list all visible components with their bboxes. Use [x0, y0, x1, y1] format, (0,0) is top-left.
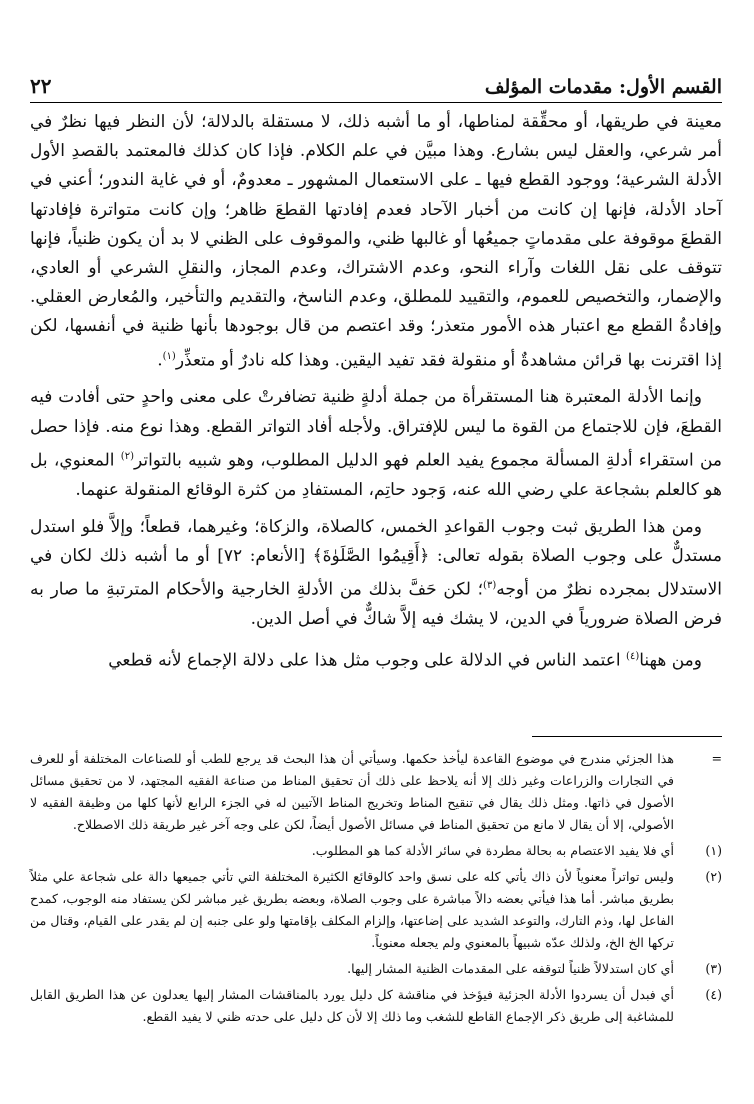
- paragraph: [30, 513, 722, 634]
- footnote-ref: (٣): [483, 580, 497, 592]
- paragraph: معينة في طريقها، أو محقِّقة لمناطها، أو ما أشبه ذلك، لا مستقلة بالدلالة؛ لأن النظر فيها نظرٌ في أمر شرعي، والعقل ليس بشارع. وهذا مبيَّن في علم الكلام. فإذا كان كذلك فالمعتمد بالقصدِ الأول الأدلة الشرعية؛ ووجود القطع فيها ـ على الاستعمال المشهور ـ معدومٌ، أو في غاية الندور؛ أعني في آحاد الأدلة، فإنها إن كانت من أخبار الآحاد فعدم إفادتها القطعَ ظاهر؛ وإن كانت متواترة فإفادتها القطعَ موقوفة على مقدماتٍ جميعُها أو غالبها ظني، والموقوف على الظني لا بد أن يكون ظنياً، فإنها تتوقف على نقل اللغات وآراء النحو، وعدم الاشتراك، وعدم المجاز، والنقلِ الشرعي أو العادي، والإضمار، والتخصيص للعموم، والتقييد للمطلق، وعدم الناسخ، والتقديم والتأخير، والمُعارض العقلي. وإفادةُ القطع مع اعتبار هذه الأمور متعذر؛ وقد اعتصم من قال بوجودها بأنها ظنية في أنفسها، لكن إذا اقترنت بها قرائن مشاهدةٌ أو منقولة فقد تفيد اليقين. وهذا كله نادرٌ أو متعذِّر$^{(١)}$.: [30, 112, 722, 371]
- footnote-ref: (١): [162, 350, 176, 362]
- footnote-number: (٤): [705, 987, 722, 1002]
- footnote-text: هذا الجزئي مندرج في موضوع القاعدة ليأخذ حكمها. وسيأتي أن هذا البحث قد يرجع للطب أو للصناعات المختلفة أو للعرف في التجارات والزراعات وغير ذلك إلا أنه يلاحظ على ذلك أن تحقيق المناط من صناعة الفقيه المجتهد، لا من تحقيق مسائل الأصول في ذاتها. ومثل ذلك يقال في تنقيح المناط وتخريج المناط الآتيين له في الجزء الرابع لأنها كلها من وظيفة الفقيه لا الأصولي، إلا أن يقال لا مانع من تحقيق المناط في مسائل الأصول أيضاً، لكن على وجه آخر غير طريقة ذلك الاصطلاح.: [30, 751, 674, 832]
- footnote: [30, 866, 722, 954]
- footnote: [30, 958, 722, 980]
- paragraph-text: وإنما الأدلة المعتبرة هنا المستقرأة من جملة أدلةٍ ظنية تضافرتْ على معنى واحدٍ حتى أفادت فيه القطعَ، فإن للاجتماع من القوة ما ليس للإفتراق. ولأجله أفاد التواتر القطع. وهذا نوع منه. فإذا حصل من استقراء أدلةِ المسألة مجموع يفيد العلم فهو الدليل المطلوب، وهو شبيه بالتواتر: [30, 387, 722, 471]
- paragraph-text: ومن هذا الطريق ثبت وجوب القواعدِ الخمس، كالصلاة، والزكاة؛ وغيرهما، قطعاً؛ وإلاَّ فلو استدل مستدلٌّ على وجوب الصلاة بقوله تعالى: ﴿أَقِيمُوا الصَّلَوٰةَ﴾ [الأنعام: ٧٢] أو ما أشبه ذلك لكان في الاستدلال بمجرده نظرٌ من أوجه: [30, 516, 722, 601]
- paragraph-text: ومن ههنا: [639, 651, 702, 672]
- footnote-text: أي فبدل أن يسردوا الأدلة الجزئية فيؤخذ في مناقشة كل دليل يورد بالمناقشات المشار إليها يعدلون عن هذا الطريق القابل للمشاغبة إلى طريق ذكر الإجماع القاطع للشغب وما ذلك إلا لأن كل دليل على حدته ظني لا يفيد القطع.: [30, 987, 674, 1024]
- footnote-number: (٢): [705, 869, 722, 884]
- paragraph-text: معينة في طريقها، أو محقِّقة لمناطها، أو ما أشبه ذلك، لا مستقلة بالدلالة؛ لأن النظر فيها نظرٌ في أمر شرعي، والعقل ليس بشارع. وهذا مبيَّن في علم الكلام. فإذا كان كذلك فالمعتمد بالقصدِ الأول الأدلة الشرعية؛ ووجود القطع فيها ـ على الاستعمال المشهور ـ معدومٌ، أو في غاية الندور؛ أعني في آحاد الأدلة، فإنها إن كانت من أخبار الآحاد فعدم إفادتها القطعَ ظاهر؛ وإن كانت متواترة فإفادتها القطعَ موقوفة على مقدماتٍ جميعُها أو غالبها ظني، والموقوف على الظني لا بد أن يكون ظنياً، فإنها تتوقف على نقل اللغات وآراء النحو، وعدم الاشتراك، وعدم المجاز، والنقلِ الشرعي أو العادي، والإضمار، والتخصيص للعموم، والتقييد للمطلق، وعدم الناسخ، والتقديم والتأخير، والمُعارض العقلي. وإفادةُ القطع مع اعتبار هذه الأمور متعذر؛ وقد اعتصم من قال بوجودها بأنها ظنية في أنفسها، لكن إذا اقترنت بها قرائن مشاهدةٌ أو منقولة فقد تفيد اليقين. وهذا كله نادرٌ أو متعذِّر: [30, 112, 722, 371]
- paragraph-text: ؛ لكن حَفَّ بذلك من الأدلةِ الخارجية والأحكام المترتبةِ ما صار به فرض الصلاة ضرورياً في الدين، لا يشك فيه إلاَّ شاكٌّ في أصل الدين.: [30, 580, 722, 630]
- paragraph: [30, 383, 722, 504]
- running-header: [30, 68, 722, 103]
- footnote-ref: (٤): [626, 651, 640, 663]
- footnote: [30, 840, 722, 862]
- paragraph-text: اعتمد الناس في الدلالة على وجوب مثل هذا على دلالة الإجماع لأنه قطعي: [108, 651, 627, 672]
- footnote-separator: [532, 736, 722, 737]
- paragraph-text: المعنوي، بل هو كالعلم بشجاعة علي رضي الله عنه، وَجود حاتِم، المستفادِ من كثرة الوقائع المنقولة عنهما.: [30, 450, 722, 500]
- footnote-continuation: [30, 748, 722, 836]
- paragraph: [30, 642, 722, 676]
- footnote-text: أي فلا يفيد الاعتصام به بحالة مطردة في سائر الأدلة كما هو المطلوب.: [311, 843, 674, 858]
- footnote-ref: (٢): [120, 450, 134, 462]
- footnote-number: (١): [705, 843, 722, 858]
- footnote-marker: =: [711, 751, 722, 766]
- footnotes: [30, 748, 722, 1032]
- page-number: ٢٢: [30, 74, 52, 98]
- footnote-text: أي كان استدلالاً ظنياً لتوقفه على المقدمات الظنية المشار إليها.: [347, 961, 674, 976]
- main-text: [30, 108, 722, 684]
- section-title: القسم الأول: مقدمات المؤلف: [484, 76, 722, 98]
- footnote-text: وليس تواتراً معنوياً لأن ذاك يأتي كله على نسق واحد كالوقائع الكثيرة المختلفة التي تأتي جميعها دالة على شجاعة علي مثلاً بطريق مباشر. أما هذا فيأتي بعضه دالاً مباشرة على وجوب الصلاة، وبعضه بطريق غير مباشر لكن يستفاد منه الوجوب، كمدح الفاعل لها، وذم التارك، والتوعد الشديد على إضاعتها، وإلزام المكلف بإقامتها ولو على جنبه إن لم يقدر على القيام، وقتال من تركها الخ الخ، ولذلك عدّه شبيهاً بالمعنوي ولم يجعله معنوياً.: [30, 869, 674, 950]
- footnote: [30, 984, 722, 1028]
- footnote-number: (٣): [705, 961, 722, 976]
